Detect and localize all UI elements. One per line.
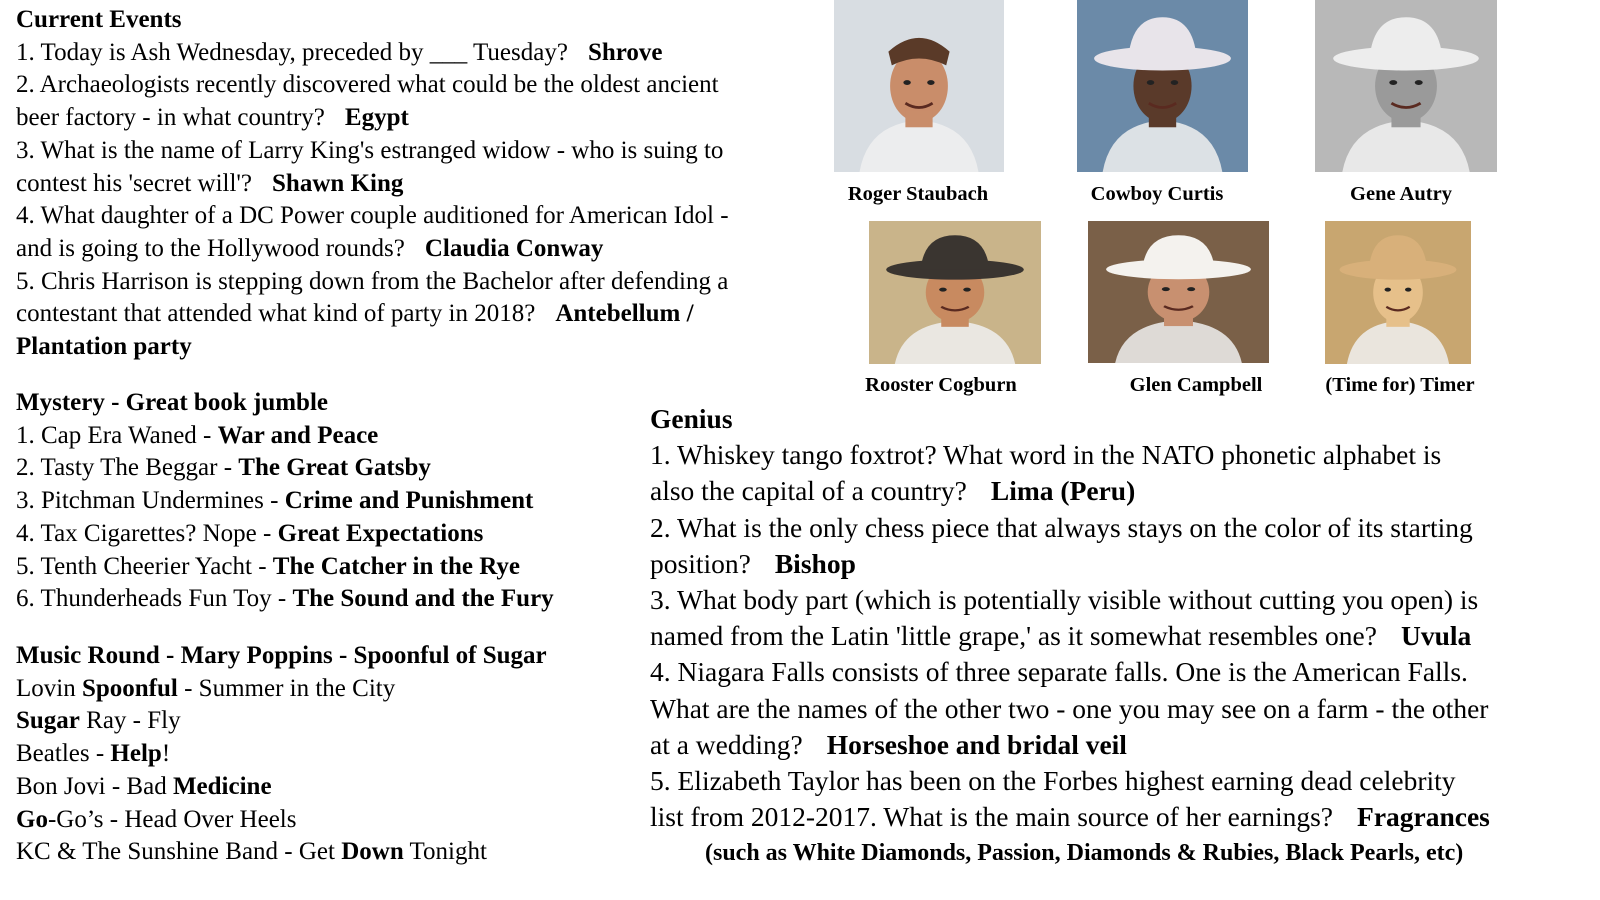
photo-caption: (Time for) Timer <box>1325 374 1475 396</box>
answer-text: Antebellum / <box>555 300 694 328</box>
question-text: and is going to the Hollywood rounds? <box>16 234 405 262</box>
answer-text: Lima (Peru) <box>990 475 1136 507</box>
answer-text: Sugar <box>16 707 80 735</box>
answer-text: War and Peace <box>217 421 379 449</box>
clue-text: 2. Tasty The Beggar - <box>16 454 239 482</box>
question-text: contestant that attended what kind of party in 2018? <box>16 300 536 328</box>
question-text: 3. What is the name of Larry King's estranged widow - who is suing to <box>16 136 724 164</box>
song-text: Lovin <box>16 674 82 702</box>
answer-text: Bishop <box>774 547 856 579</box>
portrait-photo <box>834 0 1004 172</box>
answer-text: Down <box>341 838 404 866</box>
question-line <box>650 510 1473 546</box>
question-line <box>650 437 1441 473</box>
song-text: - Summer in the City <box>177 674 396 702</box>
clue-text: 1. Cap Era Waned - <box>16 421 218 449</box>
question-text: also the capital of a country? <box>650 475 967 507</box>
question-text: 1. Whiskey tango foxtrot? What word in the NATO phonetic alphabet is <box>650 439 1442 471</box>
answer-text: Fragrances <box>1357 801 1490 833</box>
question-line <box>16 200 729 233</box>
question-text: contest his 'secret will'? <box>16 169 253 197</box>
mystery-item <box>16 485 533 518</box>
question-text: 2. What is the only chess piece that always stays on the color of its starting <box>650 511 1473 543</box>
music-item <box>16 673 395 706</box>
question-line <box>650 473 1135 509</box>
question-line <box>650 799 1490 835</box>
song-text: Beatles - <box>16 740 111 768</box>
answer-text: Spoonful <box>81 674 178 702</box>
clue-text: 6. Thunderheads Fun Toy - <box>16 585 293 613</box>
answer-text: Horseshoe and bridal veil <box>826 728 1127 760</box>
question-text: What are the names of the other two - one you may see on a farm - the other <box>650 692 1489 724</box>
answer-text: Shrove <box>587 38 663 66</box>
question-text: 5. Chris Harrison is stepping down from the Bachelor after defending a <box>16 267 729 295</box>
question-line <box>650 763 1456 799</box>
question-line <box>16 135 723 168</box>
question-line <box>650 654 1468 690</box>
mystery-item <box>16 583 554 616</box>
answer-text: Plantation party <box>16 333 192 360</box>
question-line <box>16 168 403 201</box>
question-text: 4. Niagara Falls consists of three separate falls. One is the American Falls. <box>650 656 1468 688</box>
music-title: Music Round - Mary Poppins - Spoonful of Sugar <box>16 642 547 669</box>
question-line <box>650 691 1488 727</box>
question-line <box>16 266 728 299</box>
portrait-photo <box>1325 221 1471 364</box>
answer-text: The Great Gatsby <box>238 454 431 482</box>
song-text: Tonight <box>403 838 487 866</box>
question-line <box>650 546 856 582</box>
portrait-photo <box>1315 0 1497 172</box>
song-text: -Go’s - Head Over Heels <box>47 805 297 833</box>
clue-text: 5. Tenth Cheerier Yacht - <box>16 552 273 580</box>
music-item <box>16 705 181 738</box>
question-line <box>650 618 1471 654</box>
mystery-title: Mystery - Great book jumble <box>16 389 328 416</box>
music-item <box>16 771 272 804</box>
mystery-item <box>16 518 483 551</box>
mystery-item <box>16 420 378 453</box>
photo-caption: Roger Staubach <box>847 183 989 205</box>
question-line <box>650 582 1478 618</box>
answer-text: Great Expectations <box>277 519 484 547</box>
question-line <box>16 331 192 364</box>
question-text: 1. Today is Ash Wednesday, preceded by ___ Tuesday? <box>16 38 568 66</box>
question-line <box>650 727 1127 763</box>
question-line <box>16 69 719 102</box>
question-text: named from the Latin 'little grape,' as it somewhat resembles one? <box>650 620 1377 652</box>
question-text: 4. What daughter of a DC Power couple auditioned for American Idol - <box>16 202 729 230</box>
answer-text: Shawn King <box>272 169 404 197</box>
portrait-photo <box>1077 0 1248 172</box>
question-line <box>16 102 409 135</box>
music-item <box>16 738 170 771</box>
music-item <box>16 804 296 837</box>
question-text: beer factory - in what country? <box>16 104 325 132</box>
current-events-title: Current Events <box>16 6 182 33</box>
question-line <box>16 298 694 331</box>
question-text: 5. Elizabeth Taylor has been on the Forbes highest earning dead celebrity <box>650 765 1456 796</box>
question-text: position? <box>650 547 751 579</box>
answer-text: Go <box>16 805 48 833</box>
genius-subnote: (such as White Diamonds, Passion, Diamonds & Rubies, Black Pearls, etc) <box>705 840 1464 866</box>
question-text: at a wedding? <box>650 728 803 760</box>
answer-text: Crime and Punishment <box>284 487 534 515</box>
answer-text: Uvula <box>1400 620 1472 652</box>
portrait-photo <box>869 221 1041 364</box>
answer-text: Egypt <box>344 104 409 132</box>
answer-text: Claudia Conway <box>424 234 604 262</box>
clue-text: 3. Pitchman Undermines - <box>16 487 285 515</box>
answer-text: Help <box>110 740 162 768</box>
song-text: Bon Jovi - Bad <box>16 772 173 800</box>
clue-text: 4. Tax Cigarettes? Nope - <box>16 519 278 547</box>
song-text: KC & The Sunshine Band - Get <box>16 838 342 866</box>
photo-caption: Rooster Cogburn <box>865 374 1017 396</box>
song-text: ! <box>161 740 171 768</box>
mystery-item <box>16 551 520 584</box>
answer-text: The Sound and the Fury <box>292 585 554 613</box>
photo-caption: Glen Campbell <box>1129 374 1263 396</box>
answer-text: The Catcher in the Rye <box>272 552 521 580</box>
question-line <box>16 233 603 266</box>
mystery-item <box>16 452 431 485</box>
question-line <box>16 37 663 70</box>
question-text: 2. Archaeologists recently discovered what could be the oldest ancient <box>16 71 719 99</box>
answer-text: Medicine <box>172 772 272 800</box>
genius-title: Genius <box>650 403 733 434</box>
song-text: Ray - Fly <box>79 707 181 735</box>
photo-caption: Cowboy Curtis <box>1090 183 1224 205</box>
photo-caption: Gene Autry <box>1350 183 1452 205</box>
question-text: list from 2012-2017. What is the main source of her earnings? <box>650 801 1334 833</box>
music-item <box>16 836 487 869</box>
question-text: 3. What body part (which is potentially visible without cutting you open) is <box>650 584 1479 615</box>
portrait-photo <box>1088 221 1269 363</box>
